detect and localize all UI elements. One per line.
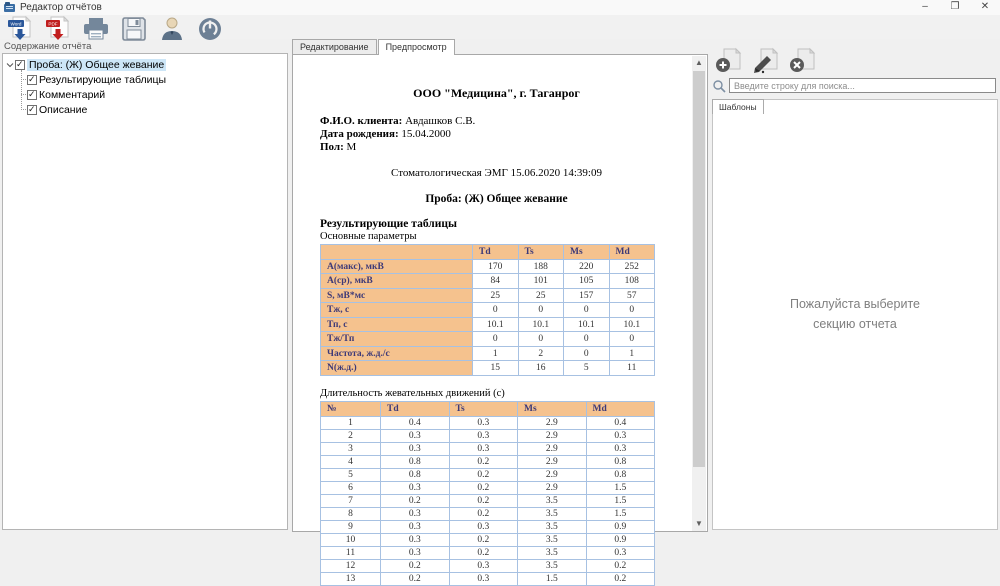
value-cell: 0.2 <box>449 468 518 481</box>
value-cell: 105 <box>564 274 610 289</box>
table-row <box>321 533 655 546</box>
value-cell: 3.5 <box>518 494 587 507</box>
delete-template-button[interactable] <box>788 48 818 74</box>
value-cell: 0.2 <box>449 507 518 520</box>
add-template-button[interactable] <box>714 48 744 74</box>
toolbar <box>0 15 1000 39</box>
printer-icon <box>82 16 110 42</box>
column-header: № <box>321 401 381 416</box>
row-label-cell: 8 <box>321 507 381 520</box>
value-cell: 25 <box>473 288 519 303</box>
checkbox-checked-icon[interactable] <box>27 75 37 85</box>
value-cell: 0.8 <box>381 468 450 481</box>
column-header: Td <box>381 401 450 416</box>
value-cell: 0.9 <box>586 520 655 533</box>
table-row <box>321 332 655 347</box>
value-cell: 3.5 <box>518 533 587 546</box>
value-cell: 10.1 <box>564 317 610 332</box>
table-row <box>321 494 655 507</box>
main-parameters-table <box>320 244 655 376</box>
value-cell: 0.3 <box>381 520 450 533</box>
tree-item-label[interactable]: Проба: (Ж) Общее жевание <box>29 58 165 71</box>
svg-text:Word: Word <box>10 20 22 26</box>
row-label-cell: 12 <box>321 559 381 572</box>
export-pdf-button[interactable] <box>44 15 72 42</box>
value-cell: 0 <box>564 332 610 347</box>
value-cell: 0.2 <box>449 533 518 546</box>
checkbox-checked-icon[interactable] <box>15 60 25 70</box>
row-label-cell: 6 <box>321 481 381 494</box>
value-cell: 0 <box>518 332 564 347</box>
column-header: Md <box>586 401 655 416</box>
value-cell: 0 <box>564 303 610 318</box>
value-cell: 0.2 <box>449 494 518 507</box>
tree-item-description[interactable] <box>21 102 285 117</box>
value-cell: 5 <box>564 361 610 376</box>
row-label-cell: 2 <box>321 429 381 442</box>
svg-text:PDF: PDF <box>48 20 58 26</box>
edit-template-button[interactable] <box>751 48 781 74</box>
field-value: Авдашков С.В. <box>405 115 476 127</box>
value-cell: 188 <box>518 259 564 274</box>
value-cell: 2 <box>518 346 564 361</box>
table-row <box>321 481 655 494</box>
power-icon <box>197 16 223 42</box>
value-cell: 0 <box>564 346 610 361</box>
value-cell: 252 <box>609 259 655 274</box>
chevron-down-icon[interactable] <box>5 61 15 69</box>
scrollbar-thumb[interactable] <box>693 71 705 467</box>
window-title: Редактор отчётов <box>20 2 102 13</box>
tree-item-label[interactable]: Описание <box>39 103 88 116</box>
value-cell: 0.9 <box>586 533 655 546</box>
value-cell: 108 <box>609 274 655 289</box>
value-cell: 0.3 <box>449 572 518 585</box>
export-word-button[interactable] <box>6 15 34 42</box>
value-cell: 0.2 <box>449 546 518 559</box>
organization-title: ООО "Медицина", г. Таганрог <box>413 86 580 100</box>
report-contents-header: Содержание отчёта <box>4 41 92 52</box>
value-cell: 0.2 <box>381 572 450 585</box>
table-row <box>321 507 655 520</box>
value-cell: 0.2 <box>449 455 518 468</box>
row-label-cell: 1 <box>321 416 381 429</box>
tab-templates[interactable]: Шаблоны <box>712 99 764 114</box>
value-cell: 3.5 <box>518 559 587 572</box>
row-label-cell: 5 <box>321 468 381 481</box>
value-cell: 0.3 <box>586 429 655 442</box>
power-button[interactable] <box>196 15 224 42</box>
tab-preview[interactable]: Предпросмотр <box>378 39 455 55</box>
value-cell: 1.5 <box>586 494 655 507</box>
column-header: Ms <box>564 244 610 259</box>
value-cell: 0.4 <box>586 416 655 429</box>
table-row <box>321 303 655 318</box>
row-label-cell: Тж, с <box>321 303 473 318</box>
pdf-export-icon <box>45 16 71 42</box>
value-cell: 0.3 <box>586 546 655 559</box>
birthdate-field <box>320 128 673 141</box>
value-cell: 25 <box>518 288 564 303</box>
save-floppy-icon <box>121 16 147 42</box>
tree-item-result-tables[interactable] <box>21 72 285 87</box>
value-cell: 0.2 <box>586 559 655 572</box>
field-label: Дата рождения: <box>320 127 399 140</box>
document-preview-frame <box>292 54 708 584</box>
tree-item-comment[interactable] <box>21 87 285 102</box>
value-cell: 11 <box>609 361 655 376</box>
app-icon <box>4 2 15 13</box>
value-cell: 101 <box>518 274 564 289</box>
row-label-cell: 11 <box>321 546 381 559</box>
tree-item-label[interactable]: Результирующие таблицы <box>39 73 167 86</box>
value-cell: 3.5 <box>518 507 587 520</box>
value-cell: 2.9 <box>518 442 587 455</box>
user-button[interactable] <box>158 15 186 42</box>
value-cell: 16 <box>518 361 564 376</box>
value-cell: 1.5 <box>518 572 587 585</box>
row-label-cell: 7 <box>321 494 381 507</box>
value-cell: 0 <box>609 332 655 347</box>
table-row <box>321 288 655 303</box>
row-label-cell: Тп, с <box>321 317 473 332</box>
value-cell: 1 <box>473 346 519 361</box>
client-name-field <box>320 115 673 128</box>
row-label-cell: Частота, ж.д./с <box>321 346 473 361</box>
checkbox-checked-icon[interactable] <box>27 90 37 100</box>
field-label: Ф.И.О. клиента: <box>320 115 403 127</box>
template-actions <box>710 39 1000 76</box>
tree-item-label[interactable]: Комментарий <box>39 88 106 101</box>
table-row <box>321 274 655 289</box>
close-button[interactable]: ✕ <box>980 1 990 12</box>
value-cell: 0.2 <box>586 572 655 585</box>
table-row <box>321 361 655 376</box>
preview-panel <box>292 39 708 584</box>
value-cell: 10.1 <box>609 317 655 332</box>
report-contents-panel <box>0 39 290 532</box>
value-cell: 2.9 <box>518 468 587 481</box>
word-export-icon <box>7 16 33 42</box>
exam-title: Стоматологическая ЭМГ 15.06.2020 14:39:09 <box>391 166 602 179</box>
table-row <box>321 429 655 442</box>
row-label-cell: N(ж.д.) <box>321 361 473 376</box>
row-label-cell: А(ср), мкВ <box>321 274 473 289</box>
value-cell: 220 <box>564 259 610 274</box>
column-header: Ms <box>518 401 587 416</box>
value-cell: 0.8 <box>586 455 655 468</box>
value-cell: 0 <box>473 332 519 347</box>
minimize-button[interactable]: – <box>922 1 928 12</box>
value-cell: 0.3 <box>449 429 518 442</box>
user-icon <box>160 16 184 42</box>
table-row <box>321 572 655 585</box>
row-label-cell: 4 <box>321 455 381 468</box>
column-header: Md <box>609 244 655 259</box>
table-row <box>321 468 655 481</box>
value-cell: 2.9 <box>518 429 587 442</box>
value-cell: 0.3 <box>449 416 518 429</box>
value-cell: 0.3 <box>449 520 518 533</box>
value-cell: 0.2 <box>449 481 518 494</box>
value-cell: 84 <box>473 274 519 289</box>
template-search <box>712 78 996 93</box>
table-row <box>321 455 655 468</box>
value-cell: 0.3 <box>381 442 450 455</box>
field-value: М <box>346 140 357 153</box>
delete-document-icon <box>789 48 817 74</box>
value-cell: 0.8 <box>381 455 450 468</box>
row-label-cell: 9 <box>321 520 381 533</box>
empty-selection-message: Пожалуйста выберите секцию отчета <box>790 297 920 331</box>
value-cell: 0.3 <box>381 533 450 546</box>
table1-caption: Основные параметры <box>320 230 417 242</box>
row-label-cell: S, мВ*мс <box>321 288 473 303</box>
tree-item-probe[interactable] <box>5 57 285 72</box>
value-cell: 0 <box>473 303 519 318</box>
editor-tabs <box>292 39 708 54</box>
templates-content-area <box>712 99 998 530</box>
report-contents-tree <box>2 53 288 530</box>
row-label-cell: 3 <box>321 442 381 455</box>
value-cell: 170 <box>473 259 519 274</box>
edit-pencil-icon <box>752 48 780 74</box>
value-cell: 10.1 <box>518 317 564 332</box>
table-row <box>321 317 655 332</box>
value-cell: 1.5 <box>586 507 655 520</box>
value-cell: 0.3 <box>449 559 518 572</box>
column-header: Td <box>473 244 519 259</box>
table-row <box>321 520 655 533</box>
section-title: Результирующие таблицы <box>320 217 457 230</box>
row-label-cell: А(макс), мкВ <box>321 259 473 274</box>
save-button[interactable] <box>120 15 148 42</box>
value-cell: 0 <box>609 303 655 318</box>
probe-title: Проба: (Ж) Общее жевание <box>425 192 568 205</box>
row-label-cell: Тж/Тп <box>321 332 473 347</box>
value-cell: 0.3 <box>381 481 450 494</box>
value-cell: 0.8 <box>586 468 655 481</box>
column-header <box>321 244 473 259</box>
value-cell: 0.3 <box>449 442 518 455</box>
value-cell: 2.9 <box>518 481 587 494</box>
table-header-row <box>321 244 655 259</box>
value-cell: 1 <box>609 346 655 361</box>
value-cell: 0.3 <box>381 507 450 520</box>
column-header: Ts <box>518 244 564 259</box>
row-label-cell: 10 <box>321 533 381 546</box>
add-document-icon <box>715 48 743 74</box>
table-row <box>321 416 655 429</box>
value-cell: 0 <box>518 303 564 318</box>
print-button[interactable] <box>82 15 110 42</box>
field-label: Пол: <box>320 140 344 153</box>
title-bar <box>0 0 1000 15</box>
value-cell: 10.1 <box>473 317 519 332</box>
search-icon <box>712 79 726 93</box>
row-label-cell: 13 <box>321 572 381 585</box>
checkbox-checked-icon[interactable] <box>27 105 37 115</box>
scroll-down-icon[interactable]: ▼ <box>695 519 703 528</box>
value-cell: 2.9 <box>518 455 587 468</box>
document-preview <box>294 56 693 584</box>
field-value: 15.04.2000 <box>401 127 451 140</box>
table-row <box>321 346 655 361</box>
table-row <box>321 259 655 274</box>
value-cell: 0.4 <box>381 416 450 429</box>
value-cell: 0.3 <box>381 429 450 442</box>
table-header-row <box>321 401 655 416</box>
value-cell: 3.5 <box>518 520 587 533</box>
value-cell: 0.2 <box>381 559 450 572</box>
table2-caption: Длительность жевательных движений (с) <box>320 387 505 399</box>
table-row <box>321 559 655 572</box>
preview-scrollbar[interactable] <box>692 56 706 531</box>
value-cell: 57 <box>609 288 655 303</box>
value-cell: 0.3 <box>586 442 655 455</box>
value-cell: 1.5 <box>586 481 655 494</box>
sex-field <box>320 141 673 154</box>
value-cell: 157 <box>564 288 610 303</box>
value-cell: 0.3 <box>381 546 450 559</box>
value-cell: 2.9 <box>518 416 587 429</box>
table-row <box>321 546 655 559</box>
maximize-button[interactable]: ❐ <box>950 1 960 12</box>
chew-durations-table <box>320 401 655 586</box>
templates-panel <box>710 39 1000 532</box>
scroll-up-icon[interactable]: ▲ <box>695 58 703 67</box>
tab-editing[interactable]: Редактирование <box>292 39 377 54</box>
search-input[interactable] <box>729 78 996 93</box>
table-row <box>321 442 655 455</box>
value-cell: 15 <box>473 361 519 376</box>
value-cell: 3.5 <box>518 546 587 559</box>
column-header: Ts <box>449 401 518 416</box>
value-cell: 0.2 <box>381 494 450 507</box>
